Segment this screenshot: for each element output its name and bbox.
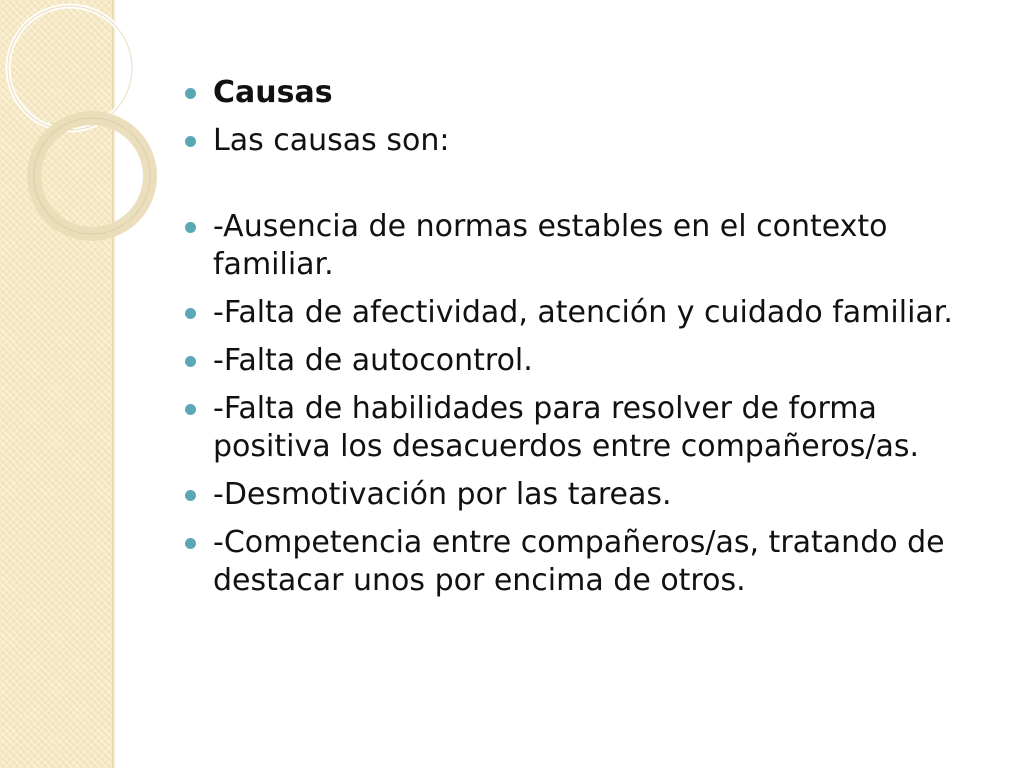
bullet-item-cause bbox=[185, 294, 985, 332]
cause-text: -Falta de afectividad, atención y cuidado familiar. bbox=[213, 295, 953, 330]
bullet-dot-icon bbox=[185, 538, 196, 549]
cause-text: -Desmotivación por las tareas. bbox=[213, 477, 672, 512]
bullet-item-cause bbox=[185, 208, 985, 284]
bullet-item-cause bbox=[185, 476, 985, 514]
cause-text: -Competencia entre compañeros/as, tratando de destacar unos por encima de otros. bbox=[213, 525, 945, 598]
bullet-item-cause bbox=[185, 524, 985, 600]
ring-decoration-icon bbox=[0, 0, 160, 260]
bullet-list bbox=[185, 74, 985, 600]
cause-text: -Falta de habilidades para resolver de forma positiva los desacuerdos entre compañeros/as. bbox=[213, 391, 920, 464]
bullet-dot-icon bbox=[185, 222, 196, 233]
cause-text: -Ausencia de normas estables en el contexto familiar. bbox=[213, 209, 888, 282]
bullet-dot-icon bbox=[185, 404, 196, 415]
bullet-item-intro bbox=[185, 122, 985, 160]
bullet-dot-icon bbox=[185, 308, 196, 319]
bullet-dot-icon bbox=[185, 356, 196, 367]
intro-text: Las causas son: bbox=[213, 123, 450, 158]
heading-text: Causas bbox=[213, 75, 333, 110]
cause-text: -Falta de autocontrol. bbox=[213, 343, 533, 378]
bullet-dot-icon bbox=[185, 490, 196, 501]
bullet-item-heading bbox=[185, 74, 985, 112]
bullet-item-cause bbox=[185, 342, 985, 380]
bullet-dot-icon bbox=[185, 136, 196, 147]
bullet-item-cause bbox=[185, 390, 985, 466]
bullet-dot-icon bbox=[185, 88, 196, 99]
